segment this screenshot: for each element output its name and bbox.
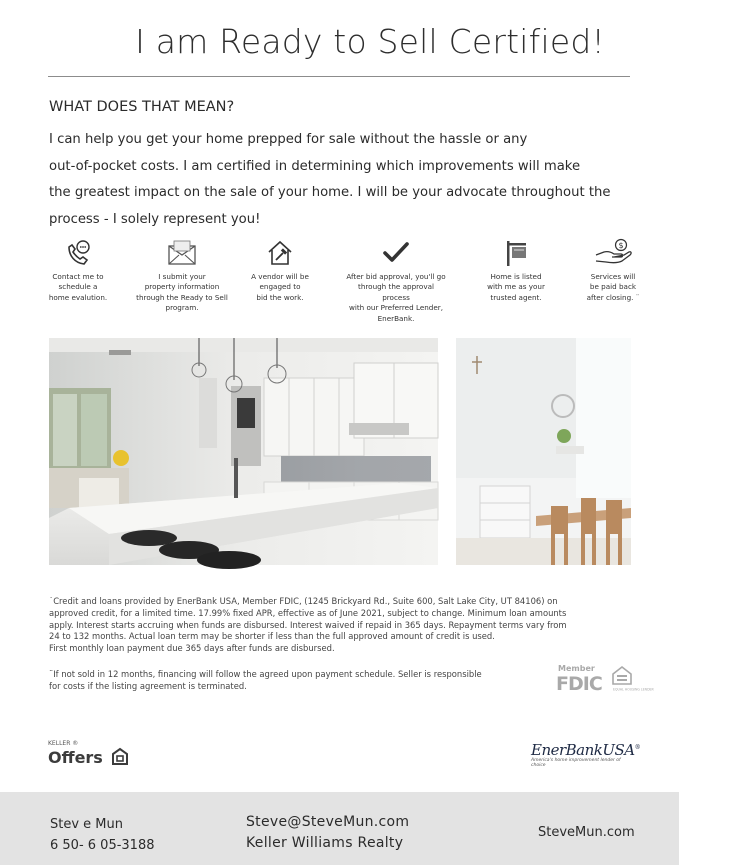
- step-caption: Contact me to schedule a home evalution.: [48, 272, 108, 302]
- footer: [0, 792, 679, 865]
- agent-website[interactable]: SteveMun.com: [538, 825, 635, 840]
- svg-text:FDIC: FDIC: [556, 673, 602, 695]
- enerbank-tagline: America's home improvement lender of choice: [531, 758, 621, 768]
- checkmark-icon: [346, 238, 446, 268]
- disclaimer-not-sold: ¨If not sold in 12 months, financing will follow the agreed upon payment schedule. Seller is responsible for costs if the listing agreement is terminated.: [49, 669, 482, 691]
- envelope-icon: [132, 238, 232, 268]
- offers-label: Offers: [48, 748, 103, 767]
- page-title: I am Ready to Sell Certified!: [135, 22, 605, 61]
- dining-photo: [456, 338, 631, 565]
- step-approval: [346, 238, 446, 324]
- step-caption: A vendor will be engaged to bid the work.: [251, 272, 309, 302]
- kitchen-photo: [49, 338, 438, 565]
- intro-line: the greatest impact on the sale of your home. I will be your advocate throughout the: [49, 185, 611, 200]
- agent-company: Keller Williams Realty: [246, 835, 404, 851]
- svg-text:$: $: [618, 241, 624, 250]
- step-caption: After bid approval, you'll go through the approval process with our Preferred Lender, EnerBank.: [346, 272, 446, 323]
- agent-email[interactable]: Steve@SteveMun.com: [246, 814, 410, 830]
- svg-text:EQUAL HOUSING LENDER: EQUAL HOUSING LENDER: [613, 687, 654, 692]
- section-heading: WHAT DOES THAT MEAN?: [49, 99, 235, 115]
- for-sale-sign-icon: [466, 238, 566, 268]
- tag-icon: [110, 747, 130, 767]
- step-submit: [132, 238, 232, 314]
- step-listed: [466, 238, 566, 303]
- step-caption: Services will be paid back after closing. ¨: [586, 272, 640, 302]
- step-payback: [563, 238, 663, 303]
- intro-line: I can help you get your home prepped for sale without the hassle or any: [49, 132, 528, 147]
- phone-chat-icon: [28, 238, 128, 268]
- keller-small-label: KELLER ®: [48, 740, 79, 747]
- step-caption: I submit your property information through the Ready to Sell program.: [136, 272, 228, 313]
- enerbank-wordmark: EnerBankUSA®: [531, 741, 641, 759]
- house-hammer-icon: [230, 238, 330, 268]
- intro-line: process - I solely represent you!: [49, 211, 261, 227]
- process-steps: [40, 238, 650, 323]
- fdic-logo: [556, 662, 654, 695]
- keller-offers-logo: [48, 740, 138, 772]
- enerbank-logo: [531, 741, 641, 768]
- intro-line: out-of-pocket costs. I am certified in determining which improvements will make: [49, 158, 581, 174]
- title-divider: [48, 76, 630, 77]
- intro-paragraph: [49, 127, 639, 233]
- svg-text:Member: Member: [558, 664, 595, 673]
- step-contact: [28, 238, 128, 303]
- hand-money-icon: [563, 238, 663, 268]
- agent-name: Stev e Mun: [50, 817, 123, 832]
- agent-email-company: [246, 812, 409, 854]
- agent-phone[interactable]: 6 50- 6 05-3188: [50, 838, 155, 853]
- agent-contact: [50, 814, 155, 856]
- step-vendor: [230, 238, 330, 303]
- step-caption: Home is listed with me as your trusted agent.: [487, 272, 545, 302]
- disclaimer-credit: ˙Credit and loans provided by EnerBank USA, Member FDIC, (1245 Brickyard Rd., Suite 600, Salt Lake City, UT 84106) on approved credit, for a limited time. 17.99% fixed APR, effective as of June 2021, subject to change. Minimum loan amounts apply. Interest starts accruing when funds are disbursed. Interest waived if repaid in 365 days. Repayment terms vary from 24 to 132 months. Actual loan term may be shorter if less than the full approved amount of credit is used. First monthly loan payment due 365 days after funds are disbursed.: [49, 596, 567, 654]
